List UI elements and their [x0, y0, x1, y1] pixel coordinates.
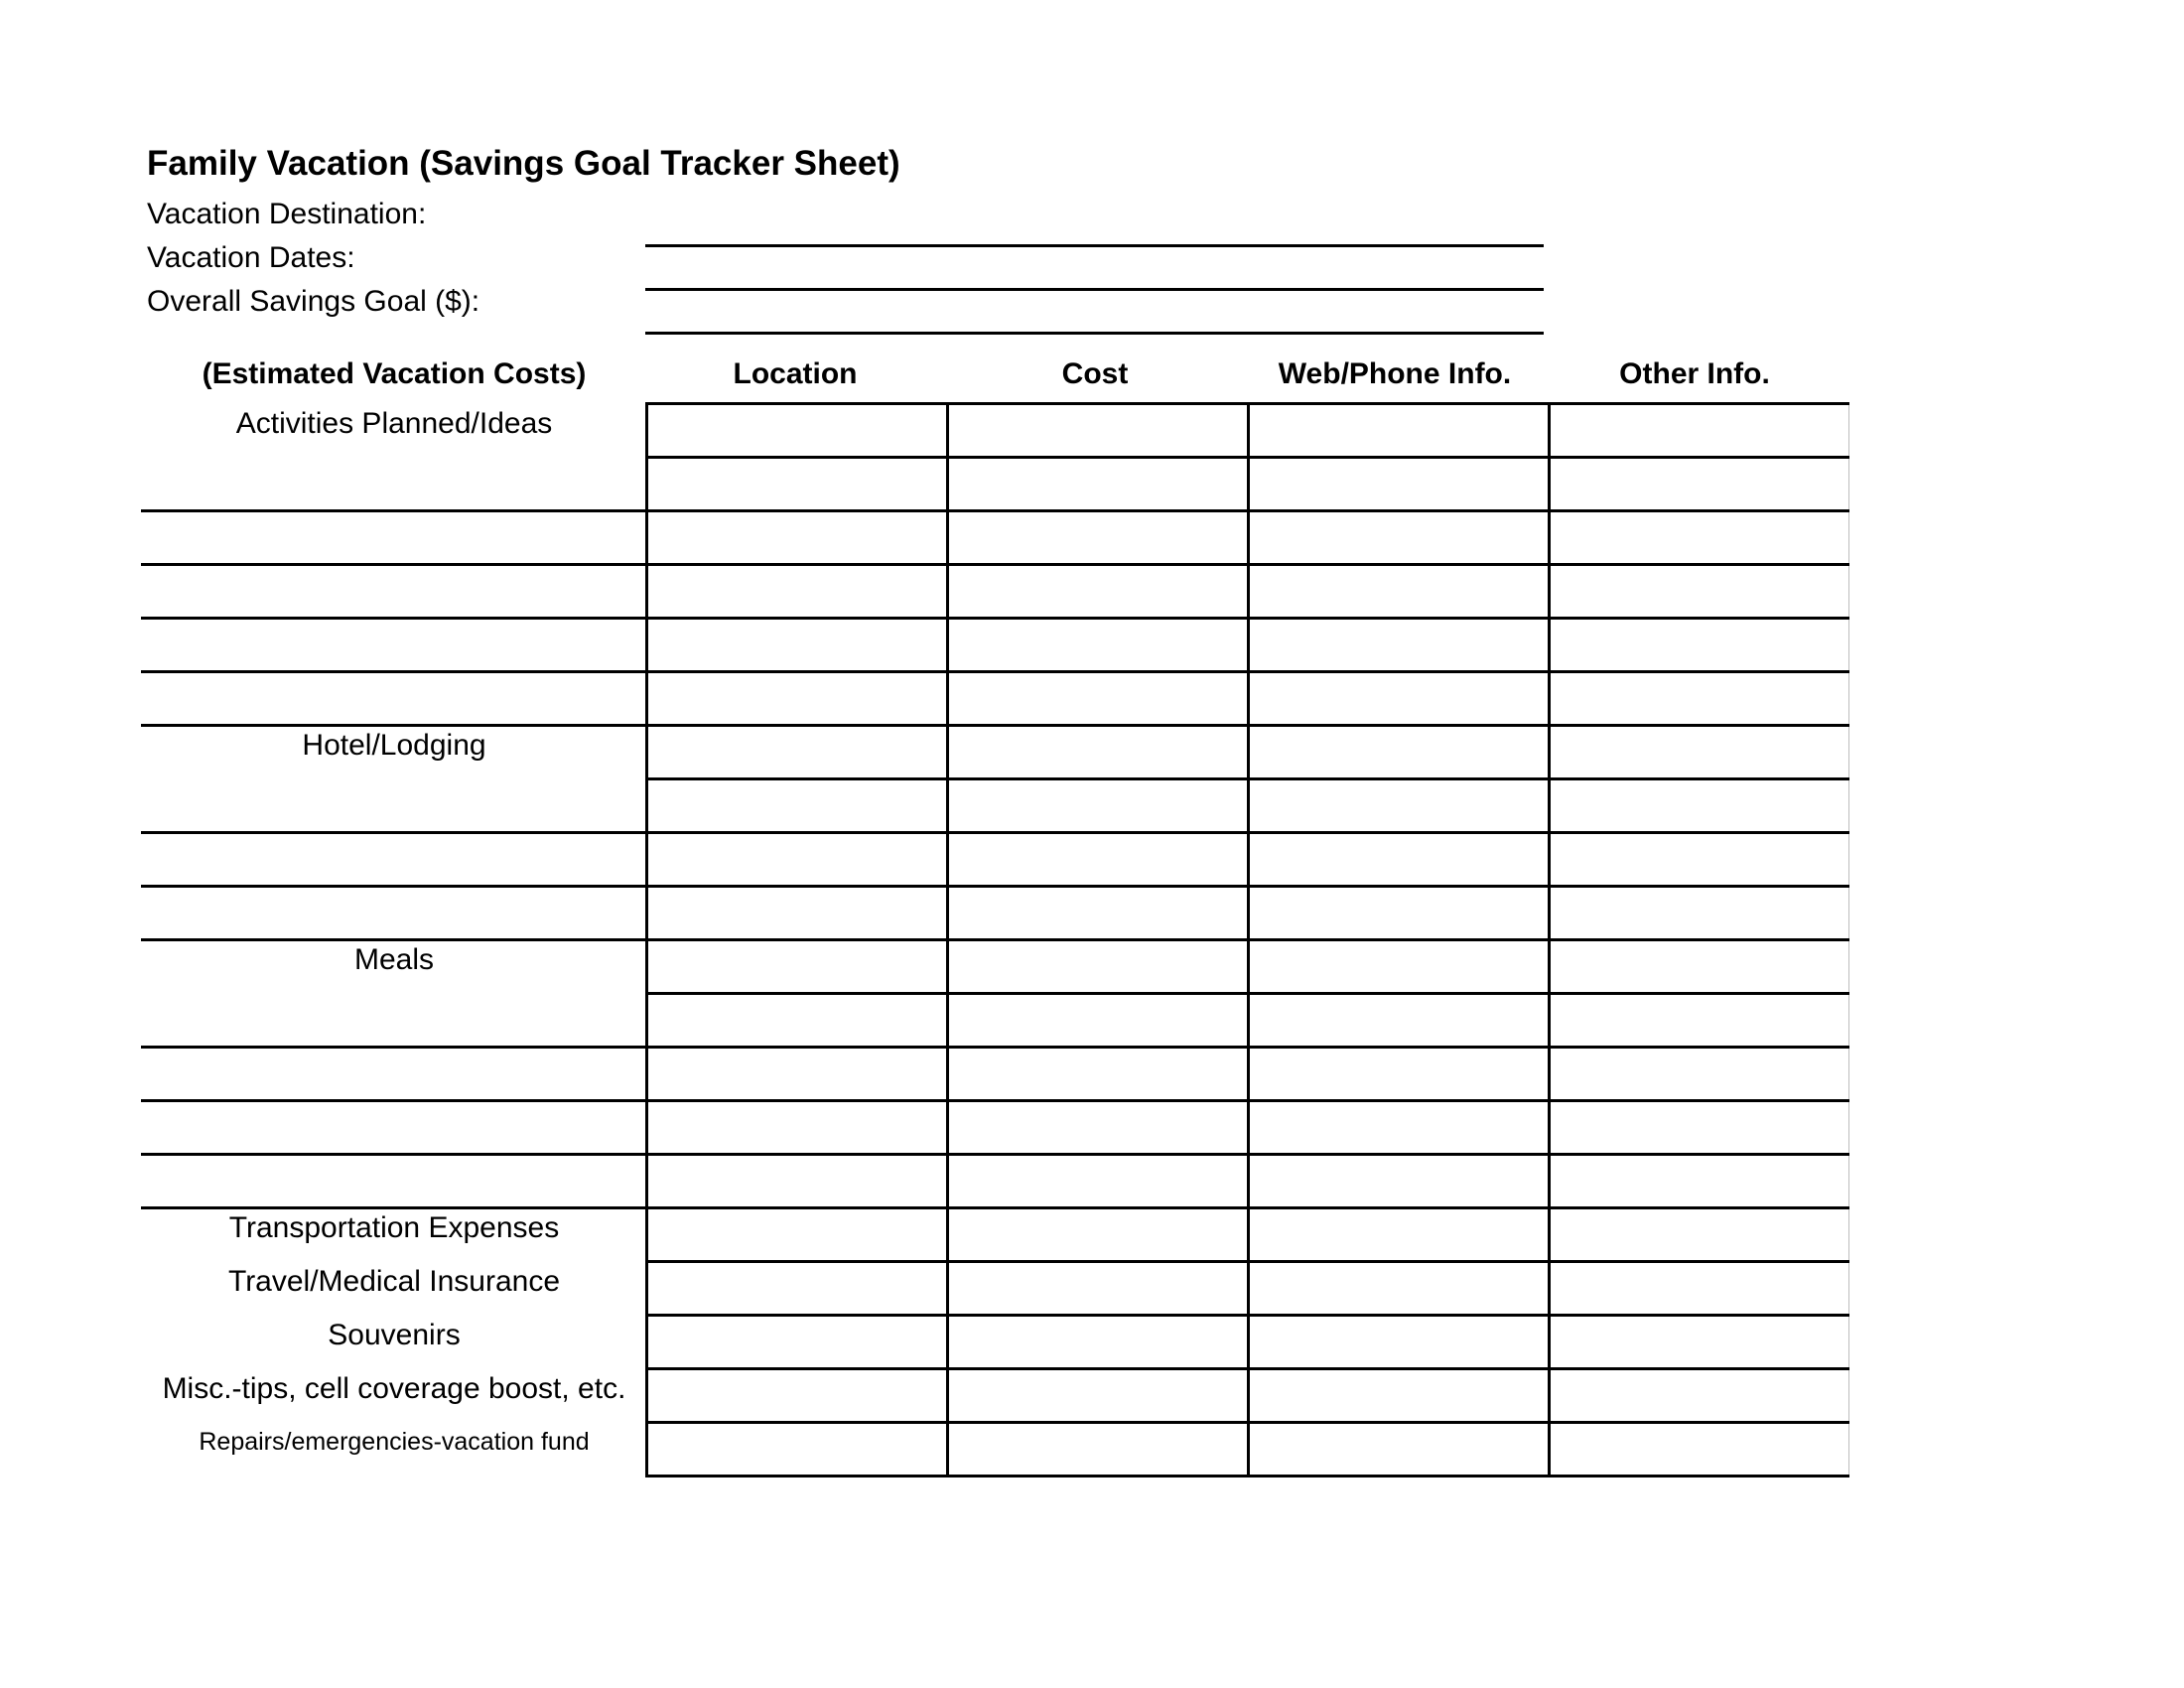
table-row	[647, 1423, 1849, 1477]
location-cell[interactable]	[647, 1316, 948, 1369]
category-activities: Activities Planned/Ideas	[235, 407, 553, 440]
location-cell[interactable]	[647, 1262, 948, 1316]
table-row	[647, 833, 1849, 887]
location-cell[interactable]	[647, 565, 948, 619]
table-row	[647, 511, 1849, 565]
location-cell[interactable]	[647, 1048, 948, 1101]
other-info-cell[interactable]	[1550, 833, 1849, 887]
category-transportation: Transportation Expenses	[228, 1211, 560, 1244]
cost-cell[interactable]	[948, 672, 1249, 726]
row-divider	[141, 831, 647, 834]
savings-goal-label: Overall Savings Goal ($):	[147, 285, 480, 318]
table-row	[647, 779, 1849, 833]
location-cell[interactable]	[647, 940, 948, 994]
cost-cell[interactable]	[948, 1262, 1249, 1316]
table-row	[647, 1048, 1849, 1101]
cost-cell[interactable]	[948, 1316, 1249, 1369]
row-divider	[141, 885, 647, 888]
table-row	[647, 994, 1849, 1048]
other-info-cell[interactable]	[1550, 1048, 1849, 1101]
web-phone-cell[interactable]	[1249, 994, 1550, 1048]
destination-label: Vacation Destination:	[147, 198, 427, 230]
row-divider	[141, 1099, 647, 1102]
location-cell[interactable]	[647, 779, 948, 833]
row-divider	[141, 617, 647, 620]
table-row	[647, 458, 1849, 511]
other-info-cell[interactable]	[1550, 1423, 1849, 1477]
table-row	[647, 619, 1849, 672]
other-info-cell[interactable]	[1550, 619, 1849, 672]
cost-cell[interactable]	[948, 1101, 1249, 1155]
other-info-cell[interactable]	[1550, 887, 1849, 940]
other-info-cell[interactable]	[1550, 1316, 1849, 1369]
web-phone-cell[interactable]	[1249, 887, 1550, 940]
location-cell[interactable]	[647, 1423, 948, 1477]
location-cell[interactable]	[647, 1101, 948, 1155]
cost-cell[interactable]	[948, 458, 1249, 511]
row-divider	[141, 509, 647, 512]
table-row	[647, 404, 1849, 458]
cost-cell[interactable]	[948, 1369, 1249, 1423]
location-cell[interactable]	[647, 887, 948, 940]
category-misc: Misc.-tips, cell coverage boost, etc.	[162, 1372, 626, 1405]
web-phone-cell[interactable]	[1249, 1423, 1550, 1477]
row-divider	[141, 938, 647, 941]
cost-cell[interactable]	[948, 779, 1249, 833]
savings-goal-field[interactable]	[645, 332, 1544, 335]
table-row	[647, 565, 1849, 619]
other-info-cell[interactable]	[1550, 565, 1849, 619]
row-divider	[141, 1153, 647, 1156]
estimated-costs-header: (Estimated Vacation Costs)	[202, 357, 587, 390]
web-phone-cell[interactable]	[1249, 458, 1550, 511]
web-phone-cell[interactable]	[1249, 940, 1550, 994]
category-repairs: Repairs/emergencies-vacation fund	[199, 1428, 590, 1456]
other-info-cell[interactable]	[1550, 672, 1849, 726]
web-phone-cell[interactable]	[1249, 511, 1550, 565]
other-info-cell[interactable]	[1550, 779, 1849, 833]
table-row	[647, 1262, 1849, 1316]
dates-label: Vacation Dates:	[147, 241, 355, 274]
web-phone-cell[interactable]	[1249, 565, 1550, 619]
location-cell[interactable]	[647, 511, 948, 565]
cost-cell[interactable]	[948, 1423, 1249, 1477]
cost-cell[interactable]	[948, 940, 1249, 994]
other-info-cell[interactable]	[1550, 404, 1849, 458]
table-row	[647, 726, 1849, 779]
row-divider	[141, 724, 647, 727]
cost-cell[interactable]	[948, 833, 1249, 887]
column-header-location: Location	[733, 357, 858, 390]
cost-cell[interactable]	[948, 511, 1249, 565]
location-cell[interactable]	[647, 833, 948, 887]
table-row	[647, 1155, 1849, 1208]
destination-field[interactable]	[645, 244, 1544, 247]
location-cell[interactable]	[647, 1208, 948, 1262]
web-phone-cell[interactable]	[1249, 672, 1550, 726]
web-phone-cell[interactable]	[1249, 726, 1550, 779]
cost-grid	[645, 402, 1849, 1477]
web-phone-cell[interactable]	[1249, 404, 1550, 458]
cost-cell[interactable]	[948, 619, 1249, 672]
cost-cell[interactable]	[948, 887, 1249, 940]
page-title: Family Vacation (Savings Goal Tracker Sheet)	[147, 144, 900, 183]
location-cell[interactable]	[647, 1155, 948, 1208]
other-info-cell[interactable]	[1550, 940, 1849, 994]
web-phone-cell[interactable]	[1249, 833, 1550, 887]
web-phone-cell[interactable]	[1249, 1155, 1550, 1208]
column-header-web-phone: Web/Phone Info.	[1278, 357, 1512, 390]
category-hotel: Hotel/Lodging	[302, 729, 486, 762]
cost-cell[interactable]	[948, 1155, 1249, 1208]
web-phone-cell[interactable]	[1249, 1101, 1550, 1155]
table-row	[647, 672, 1849, 726]
category-souvenirs: Souvenirs	[328, 1319, 461, 1351]
cost-cell[interactable]	[948, 1208, 1249, 1262]
other-info-cell[interactable]	[1550, 726, 1849, 779]
location-cell[interactable]	[647, 726, 948, 779]
table-row	[647, 1101, 1849, 1155]
row-divider	[141, 563, 647, 566]
web-phone-cell[interactable]	[1249, 1262, 1550, 1316]
location-cell[interactable]	[647, 404, 948, 458]
web-phone-cell[interactable]	[1249, 1369, 1550, 1423]
table-row	[647, 940, 1849, 994]
table-row	[647, 1316, 1849, 1369]
web-phone-cell[interactable]	[1249, 1048, 1550, 1101]
web-phone-cell[interactable]	[1249, 779, 1550, 833]
table-row	[647, 1208, 1849, 1262]
cost-cell[interactable]	[948, 726, 1249, 779]
web-phone-cell[interactable]	[1249, 619, 1550, 672]
other-info-cell[interactable]	[1550, 1262, 1849, 1316]
row-divider	[141, 1206, 647, 1209]
other-info-cell[interactable]	[1550, 994, 1849, 1048]
other-info-cell[interactable]	[1550, 1155, 1849, 1208]
cost-cell[interactable]	[948, 565, 1249, 619]
other-info-cell[interactable]	[1550, 1101, 1849, 1155]
location-cell[interactable]	[647, 458, 948, 511]
location-cell[interactable]	[647, 619, 948, 672]
row-divider	[141, 670, 647, 673]
table-row	[647, 1369, 1849, 1423]
location-cell[interactable]	[647, 994, 948, 1048]
category-insurance: Travel/Medical Insurance	[227, 1265, 561, 1298]
location-cell[interactable]	[647, 1369, 948, 1423]
web-phone-cell[interactable]	[1249, 1208, 1550, 1262]
other-info-cell[interactable]	[1550, 1369, 1849, 1423]
other-info-cell[interactable]	[1550, 511, 1849, 565]
web-phone-cell[interactable]	[1249, 1316, 1550, 1369]
other-info-cell[interactable]	[1550, 1208, 1849, 1262]
category-meals: Meals	[353, 943, 435, 976]
column-header-cost: Cost	[1061, 357, 1129, 390]
table-row	[647, 887, 1849, 940]
other-info-cell[interactable]	[1550, 458, 1849, 511]
row-divider	[141, 1046, 647, 1049]
dates-field[interactable]	[645, 288, 1544, 291]
location-cell[interactable]	[647, 672, 948, 726]
column-header-other-info: Other Info.	[1619, 357, 1770, 390]
cost-cell[interactable]	[948, 1048, 1249, 1101]
cost-cell[interactable]	[948, 404, 1249, 458]
cost-cell[interactable]	[948, 994, 1249, 1048]
